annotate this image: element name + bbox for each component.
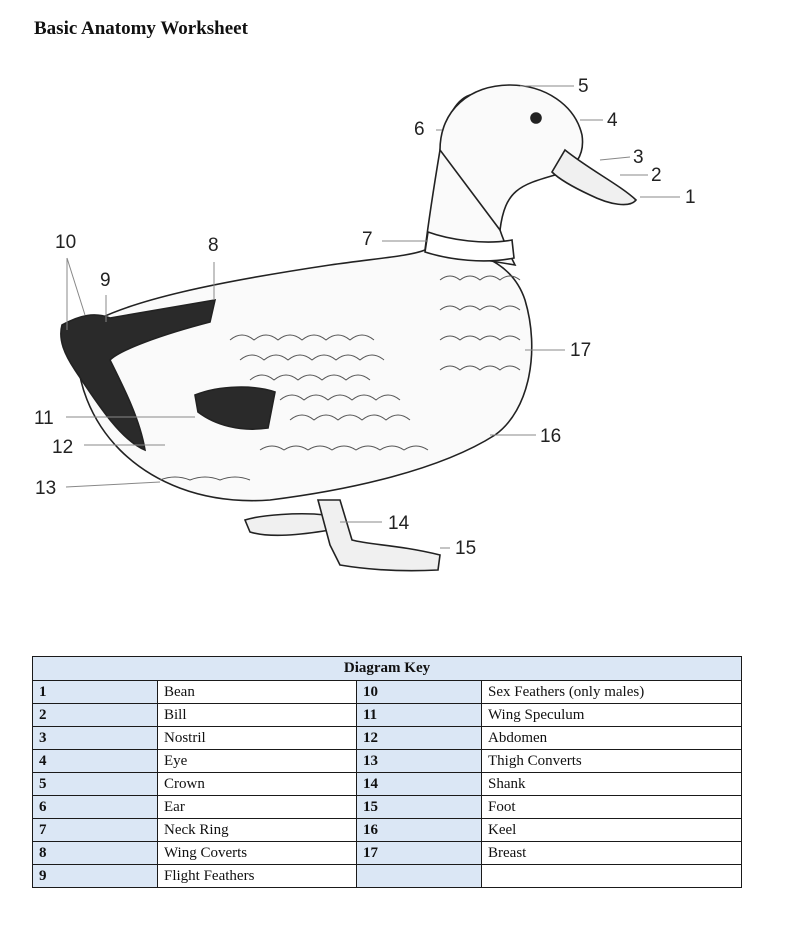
callout-7: 7 — [362, 229, 373, 250]
key-number: 10 — [357, 681, 482, 704]
key-label: Neck Ring — [158, 819, 357, 842]
diagram-key-table — [32, 656, 742, 888]
key-number: 9 — [33, 865, 158, 888]
key-label: Bean — [158, 681, 357, 704]
duck-bill — [552, 150, 636, 205]
key-number: 5 — [33, 773, 158, 796]
duck-illustration — [0, 60, 794, 620]
key-label: Ear — [158, 796, 357, 819]
key-number: 2 — [33, 704, 158, 727]
worksheet-title: Basic Anatomy Worksheet — [34, 18, 248, 39]
callout-14: 14 — [388, 513, 410, 534]
key-number: 17 — [357, 842, 482, 865]
callout-17: 17 — [570, 340, 592, 361]
callout-10: 10 — [55, 232, 77, 253]
key-label — [482, 865, 742, 888]
key-number — [357, 865, 482, 888]
key-number: 14 — [357, 773, 482, 796]
key-label: Nostril — [158, 727, 357, 750]
callout-11: 11 — [34, 408, 54, 429]
duck-leg-back — [245, 514, 330, 536]
table-row — [33, 727, 742, 750]
key-number: 8 — [33, 842, 158, 865]
callout-15: 15 — [455, 538, 477, 559]
key-label: Bill — [158, 704, 357, 727]
key-label: Breast — [482, 842, 742, 865]
key-label: Sex Feathers (only males) — [482, 681, 742, 704]
key-label: Abdomen — [482, 727, 742, 750]
callout-5: 5 — [578, 76, 589, 97]
duck-diagram — [0, 60, 794, 620]
key-label: Foot — [482, 796, 742, 819]
table-row — [33, 842, 742, 865]
table-row — [33, 704, 742, 727]
table-row — [33, 681, 742, 704]
table-row — [33, 773, 742, 796]
table-row — [33, 819, 742, 842]
callout-13: 13 — [35, 478, 57, 499]
key-number: 3 — [33, 727, 158, 750]
key-number: 11 — [357, 704, 482, 727]
callout-9: 9 — [100, 270, 111, 291]
callout-12: 12 — [52, 437, 74, 458]
callout-16: 16 — [540, 426, 562, 447]
key-number: 6 — [33, 796, 158, 819]
duck-drawing — [61, 85, 636, 571]
duck-body — [78, 249, 532, 501]
key-number: 7 — [33, 819, 158, 842]
table-row — [33, 865, 742, 888]
key-number: 16 — [357, 819, 482, 842]
key-number: 4 — [33, 750, 158, 773]
key-label: Flight Feathers — [158, 865, 357, 888]
key-label: Wing Speculum — [482, 704, 742, 727]
callout-2: 2 — [651, 165, 662, 186]
key-label: Eye — [158, 750, 357, 773]
key-label: Thigh Converts — [482, 750, 742, 773]
callout-1: 1 — [685, 187, 696, 208]
callout-3: 3 — [633, 147, 644, 168]
key-number: 13 — [357, 750, 482, 773]
key-number: 15 — [357, 796, 482, 819]
key-label: Wing Coverts — [158, 842, 357, 865]
callout-4: 4 — [607, 110, 618, 131]
duck-leg-front — [318, 500, 440, 571]
table-row — [33, 796, 742, 819]
key-label: Keel — [482, 819, 742, 842]
diagram-key-heading: Diagram Key — [33, 657, 742, 681]
key-number: 1 — [33, 681, 158, 704]
key-label: Shank — [482, 773, 742, 796]
key-number: 12 — [357, 727, 482, 750]
table-row — [33, 750, 742, 773]
key-label: Crown — [158, 773, 357, 796]
callout-6: 6 — [414, 119, 425, 140]
callout-8: 8 — [208, 235, 219, 256]
duck-eye — [531, 113, 541, 123]
